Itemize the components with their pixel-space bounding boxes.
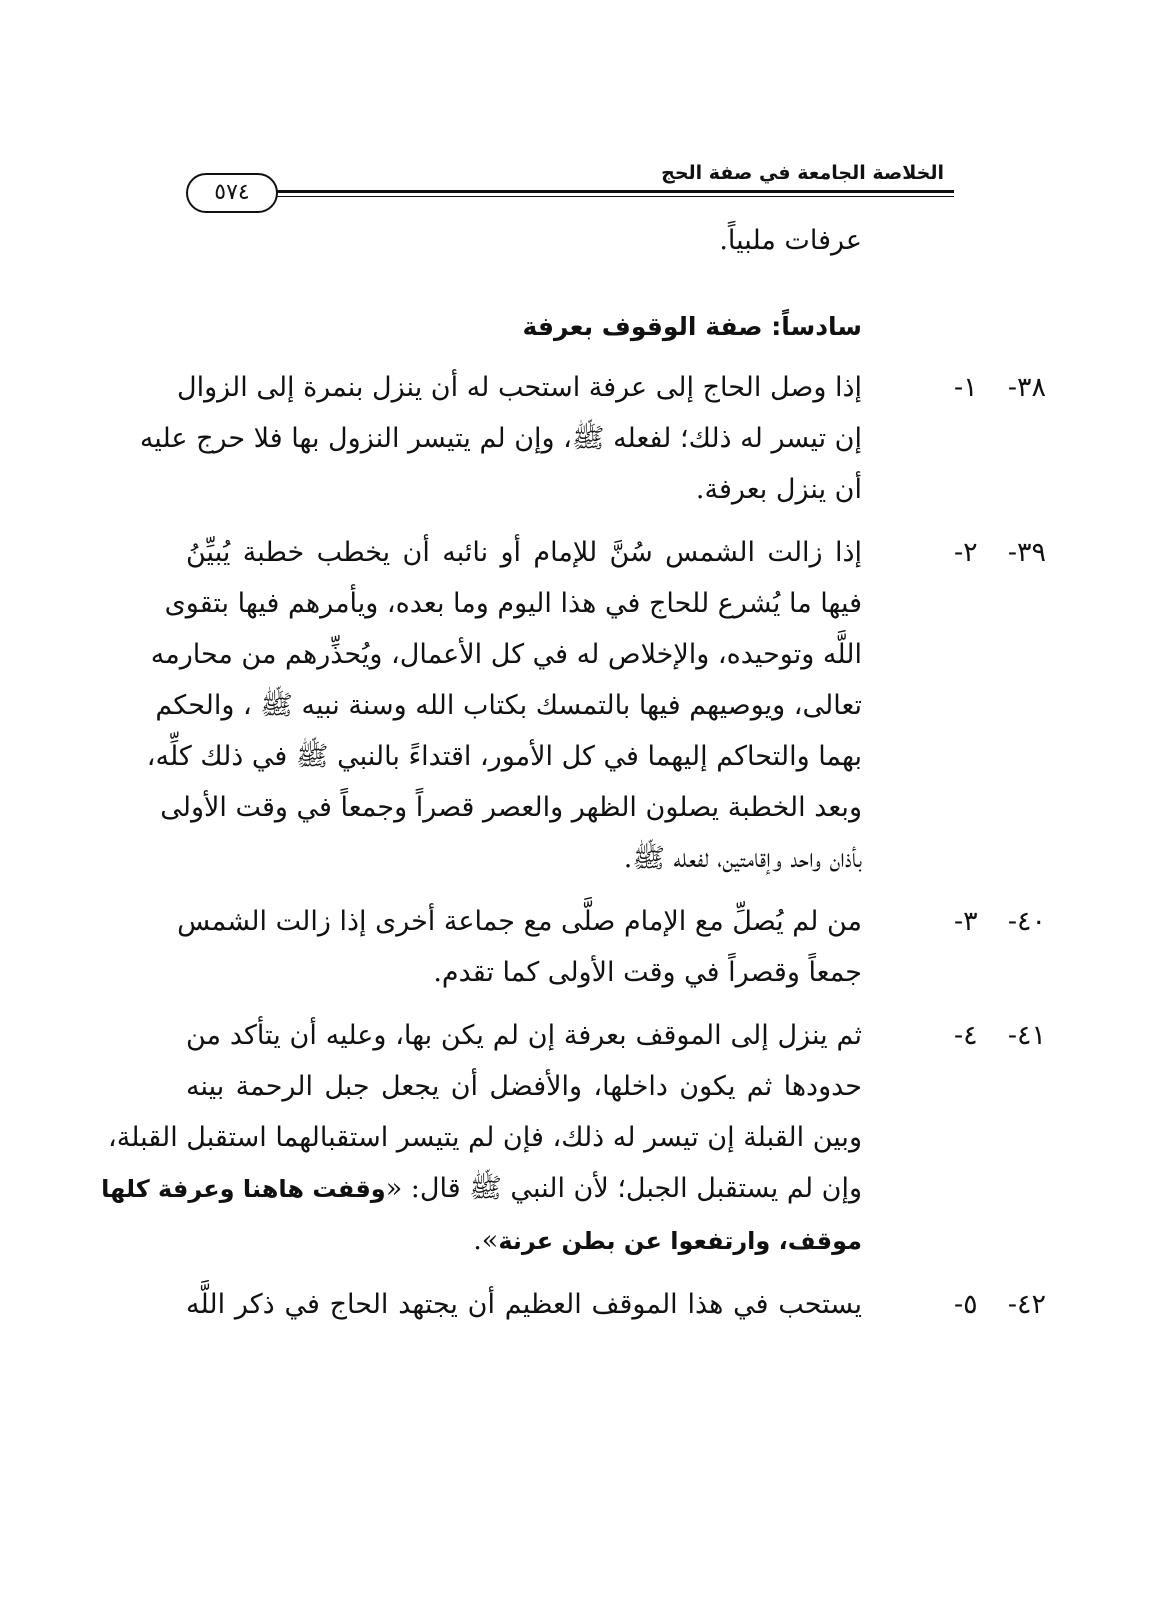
- list-item: [146, 527, 1046, 884]
- text-line: [177, 896, 1046, 947]
- text-line: إن تيسر له ذلك؛ لفعله ﷺ، وإن لم يتيسر النزول بها فلا حرج عليه: [139, 423, 862, 454]
- book-title: الخلاصة الجامعة في صفة الحج: [661, 162, 944, 184]
- text-line: وبعد الخطبة يصلون الظهر والعصر قصراً وجمعاً في وقت الأولى: [160, 792, 862, 823]
- text-line: فيها ما يُشرع للحاج في هذا اليوم وما بعده، ويأمرهم فيها بتقوى: [164, 588, 862, 619]
- text-line: حدودها ثم يكون داخلها، والأفضل أن يجعل جبل الرحمة بينه: [186, 1071, 862, 1102]
- page-header: [186, 150, 954, 210]
- hadith-quote: موقف، وارتفعوا عن بطن عرنة: [498, 1227, 862, 1255]
- item-number: ٤٠- ٣-: [954, 906, 1046, 937]
- hadith-quote: وقفت هاهنا وعرفة كلها: [101, 1175, 386, 1203]
- text-line: اللَّه وتوحيده، والإخلاص له في كل الأعمال، ويُحذِّرهم من محارمه: [150, 639, 862, 670]
- header-rule: [246, 190, 954, 197]
- item-number: ٣٨- ١-: [954, 372, 1046, 403]
- item-number: ٣٩- ٢-: [954, 537, 1046, 568]
- text-line: [186, 1215, 954, 1267]
- intro-line: عرفات ملبياً.: [719, 225, 862, 256]
- page-body: [101, 215, 1046, 1342]
- text-span: إذا وصل الحاج إلى عرفة استحب له أن ينزل بنمرة إلى الزوال: [176, 372, 862, 403]
- text-line: جمعاً وقصراً في وقت الأولى كما تقدم.: [433, 957, 862, 988]
- text-span: وإن لم يستقبل الجبل؛ لأن النبي ﷺ قال: «: [385, 1173, 862, 1204]
- list-item: [186, 1279, 1046, 1330]
- text-line: تعالى، ويوصيهم فيها بالتمسك بكتاب الله وسنة نبيه ﷺ ، والحكم: [155, 690, 862, 721]
- section-heading: سادساً: صفة الوقوف بعرفة: [522, 312, 862, 341]
- text-line: بهما والتحاكم إليهما في كل الأمور، اقتداءً بالنبي ﷺ في ذلك كلِّه،: [146, 741, 862, 772]
- text-line: [176, 362, 1046, 413]
- text-span: ».: [473, 1225, 499, 1256]
- text-line: بأذان واحد وإقامتين، لفعله ﷺ.: [623, 843, 862, 874]
- text-line: [186, 527, 1046, 578]
- text-span: إذا زالت الشمس سُنَّ للإمام أو نائبه أن يخطب خطبة يُبيِّنُ: [186, 537, 862, 568]
- item-number: ٤٢- ٥-: [954, 1289, 1046, 1320]
- list-item: [101, 1010, 1046, 1267]
- list-item: [139, 362, 1046, 515]
- text-line: وبين القبلة إن تيسر له ذلك، فإن لم يتيسر استقبالهما استقبل القبلة،: [108, 1122, 862, 1153]
- text-span: يستحب في هذا الموقف العظيم أن يجتهد الحاج في ذكر اللَّه: [186, 1289, 862, 1320]
- list-item: [177, 896, 1046, 998]
- text-line: أن ينزل بعرفة.: [695, 474, 862, 505]
- text-line: [186, 1010, 1046, 1061]
- page-number-badge: ٥٧٤: [186, 173, 278, 213]
- item-number: ٤١- ٤-: [954, 1020, 1046, 1051]
- text-span: من لم يُصلِّ مع الإمام صلَّى مع جماعة أخرى إذا زالت الشمس: [177, 906, 862, 937]
- text-line: [186, 1279, 1046, 1330]
- text-span: ثم ينزل إلى الموقف بعرفة إن لم يكن بها، وعليه أن يتأكد من: [186, 1020, 862, 1051]
- text-line: [101, 1163, 954, 1215]
